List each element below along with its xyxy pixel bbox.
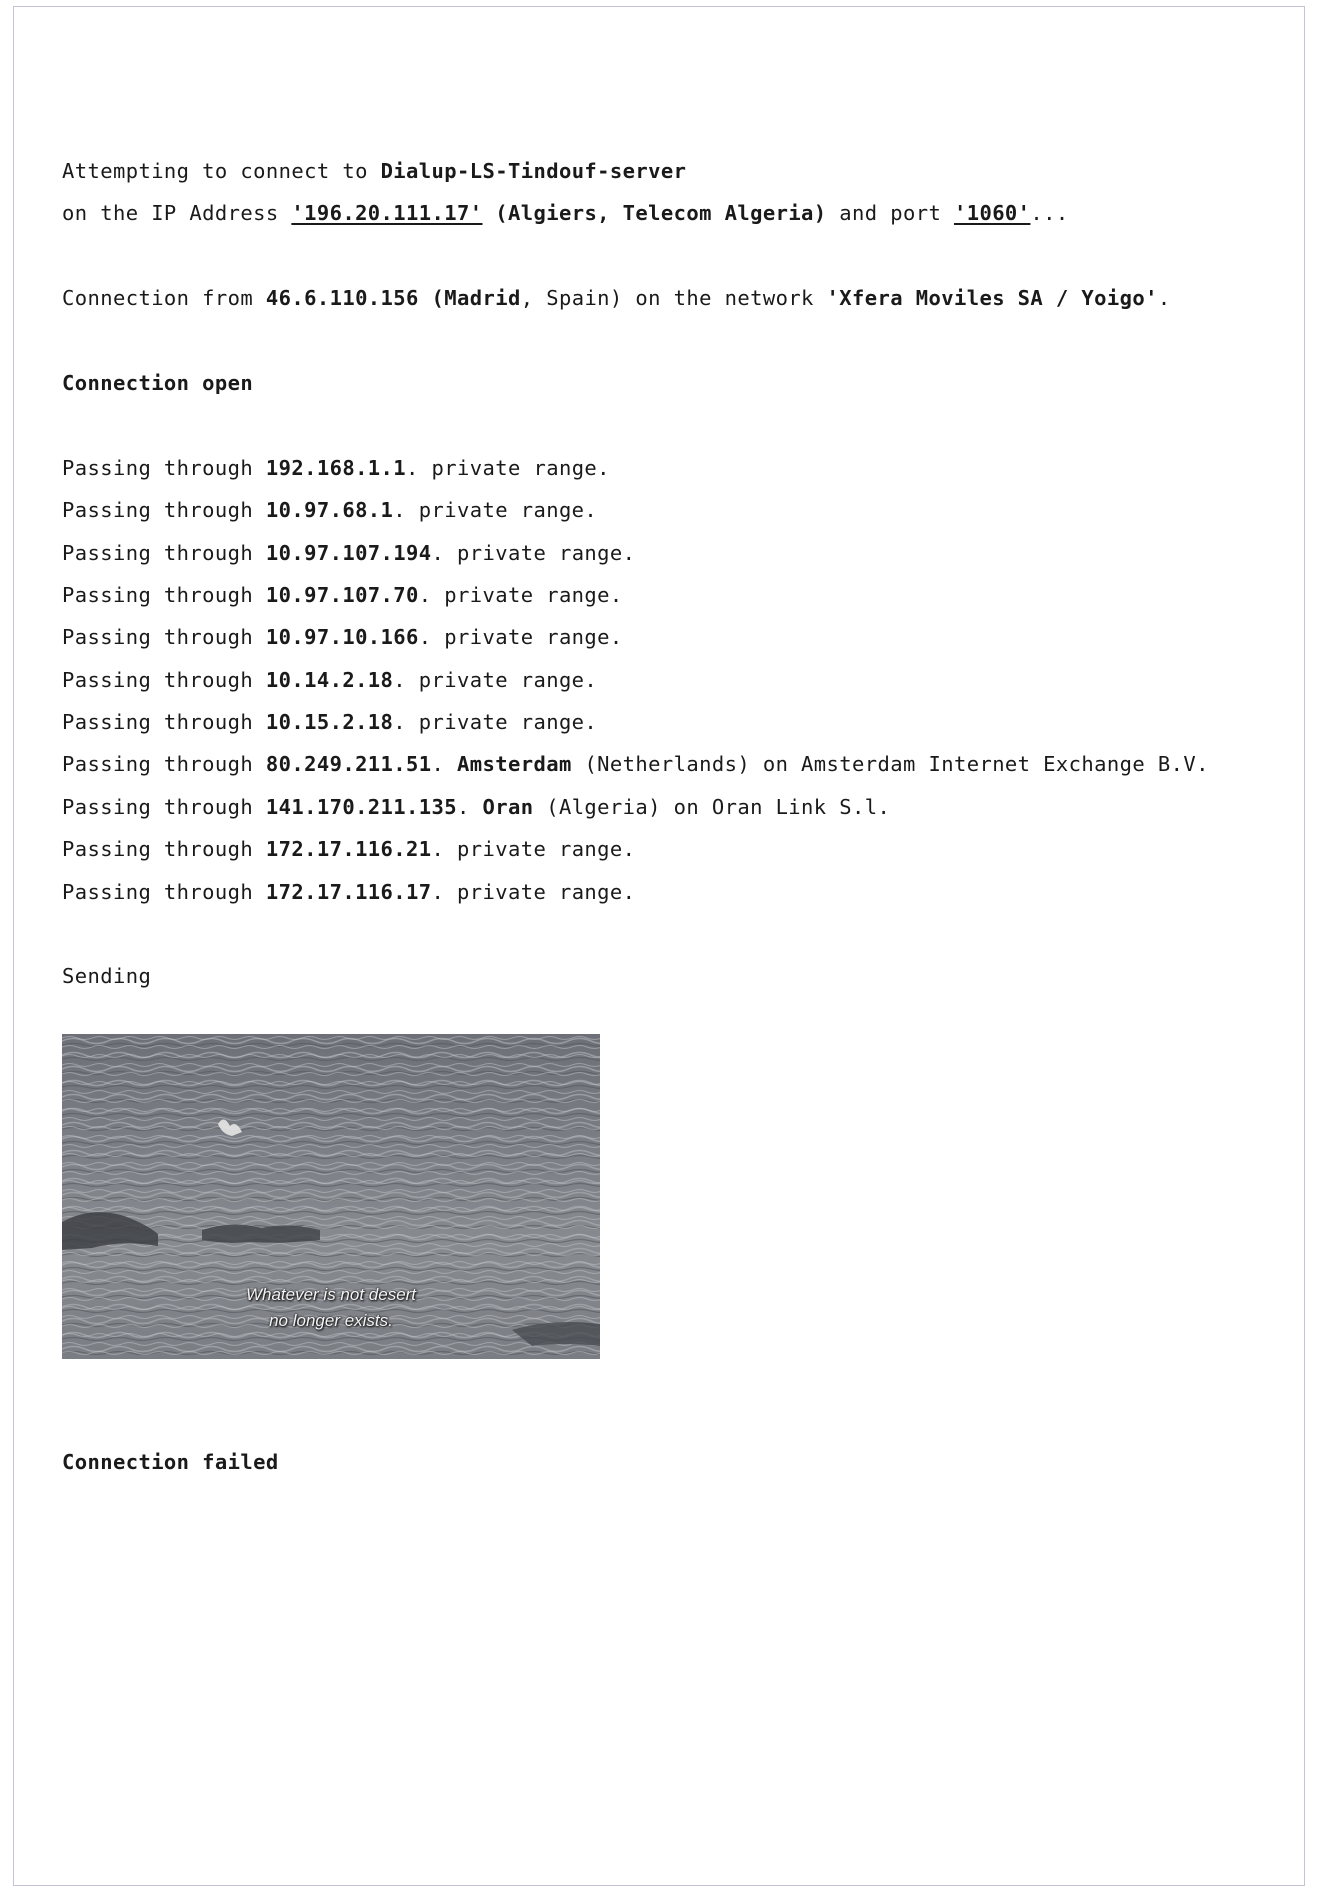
hop-line: Passing through 172.17.116.17. private range. bbox=[62, 879, 636, 904]
hop-line: Passing through 10.97.107.70. private range. bbox=[62, 582, 623, 607]
hop-line: Passing through 10.15.2.18. private range. bbox=[62, 710, 598, 735]
hop-ip: 10.14.2.18 bbox=[265, 667, 394, 692]
hop-ip: 172.17.116.17 bbox=[265, 879, 432, 904]
hop-line: Passing through 10.97.68.1. private range. bbox=[62, 498, 598, 523]
connection-prefix: Connection from bbox=[62, 286, 266, 311]
hop-city: Oran bbox=[482, 794, 534, 819]
connection-suffix: . bbox=[1157, 286, 1171, 311]
attempt-line bbox=[62, 150, 1262, 192]
hop-ip: 10.15.2.18 bbox=[265, 710, 394, 735]
hop-ip: 80.249.211.51 bbox=[265, 752, 432, 777]
network-name: 'Xfera Moviles SA / Yoigo' bbox=[826, 286, 1158, 311]
video-still bbox=[62, 1034, 600, 1359]
hop-ip: 10.97.10.166 bbox=[265, 625, 419, 650]
hop-ip: 10.97.107.194 bbox=[265, 540, 432, 565]
status-failed: Connection failed bbox=[62, 1450, 279, 1474]
attempt-prefix: Attempting to connect to bbox=[62, 159, 381, 183]
port-prefix: and port bbox=[826, 201, 954, 226]
ip-prefix: on the IP Address bbox=[62, 201, 292, 226]
hop-line: Passing through 80.249.211.51. Amsterdam (Netherlands) on Amsterdam Internet Exchange B.V. bbox=[62, 752, 1209, 777]
hop-ip: 10.97.107.70 bbox=[265, 582, 419, 607]
status-open: Connection open bbox=[62, 370, 254, 395]
hop-ip: 10.97.68.1 bbox=[265, 498, 394, 523]
hop-line: Passing through 10.97.10.166. private range. bbox=[62, 625, 623, 650]
ip-address: '196.20.111.17' bbox=[291, 201, 483, 226]
ellipsis: ... bbox=[1030, 201, 1069, 226]
hop-city: Amsterdam bbox=[457, 752, 572, 777]
hop-line: Passing through 192.168.1.1. private range. bbox=[62, 455, 610, 480]
ip-line bbox=[62, 192, 1262, 234]
ip-location: (Algiers, Telecom Algeria) bbox=[495, 201, 827, 226]
hop-ip: 192.168.1.1 bbox=[265, 455, 407, 480]
hop-ip: 172.17.116.21 bbox=[265, 837, 432, 862]
connection-log bbox=[62, 150, 1262, 998]
subtitle-line-1: Whatever is not desert bbox=[245, 1285, 417, 1304]
server-name: Dialup-LS-Tindouf-server bbox=[380, 159, 687, 183]
hop-line: Passing through 10.14.2.18. private range. bbox=[62, 667, 598, 692]
source-ip: 46.6.110.156 bbox=[265, 286, 419, 311]
subtitle-line-2: no longer exists. bbox=[269, 1311, 393, 1330]
sending-label: Sending bbox=[62, 964, 152, 989]
network-prefix: on the network bbox=[622, 286, 827, 311]
hop-line: Passing through 172.17.116.21. private range. bbox=[62, 837, 636, 862]
video-subtitle bbox=[62, 1282, 600, 1334]
hop-line: Passing through 10.97.107.194. private range. bbox=[62, 540, 636, 565]
port-number: '1060' bbox=[953, 201, 1031, 226]
source-country: , Spain) bbox=[520, 286, 623, 311]
source-city: Madrid bbox=[444, 286, 521, 311]
connection-from-line: Connection from 46.6.110.156 (Madrid, Spain) on the network 'Xfera Moviles SA / Yoigo'. bbox=[62, 286, 1171, 311]
hop-line: Passing through 141.170.211.135. Oran (Algeria) on Oran Link S.l. bbox=[62, 794, 891, 819]
hop-ip: 141.170.211.135 bbox=[265, 794, 458, 819]
